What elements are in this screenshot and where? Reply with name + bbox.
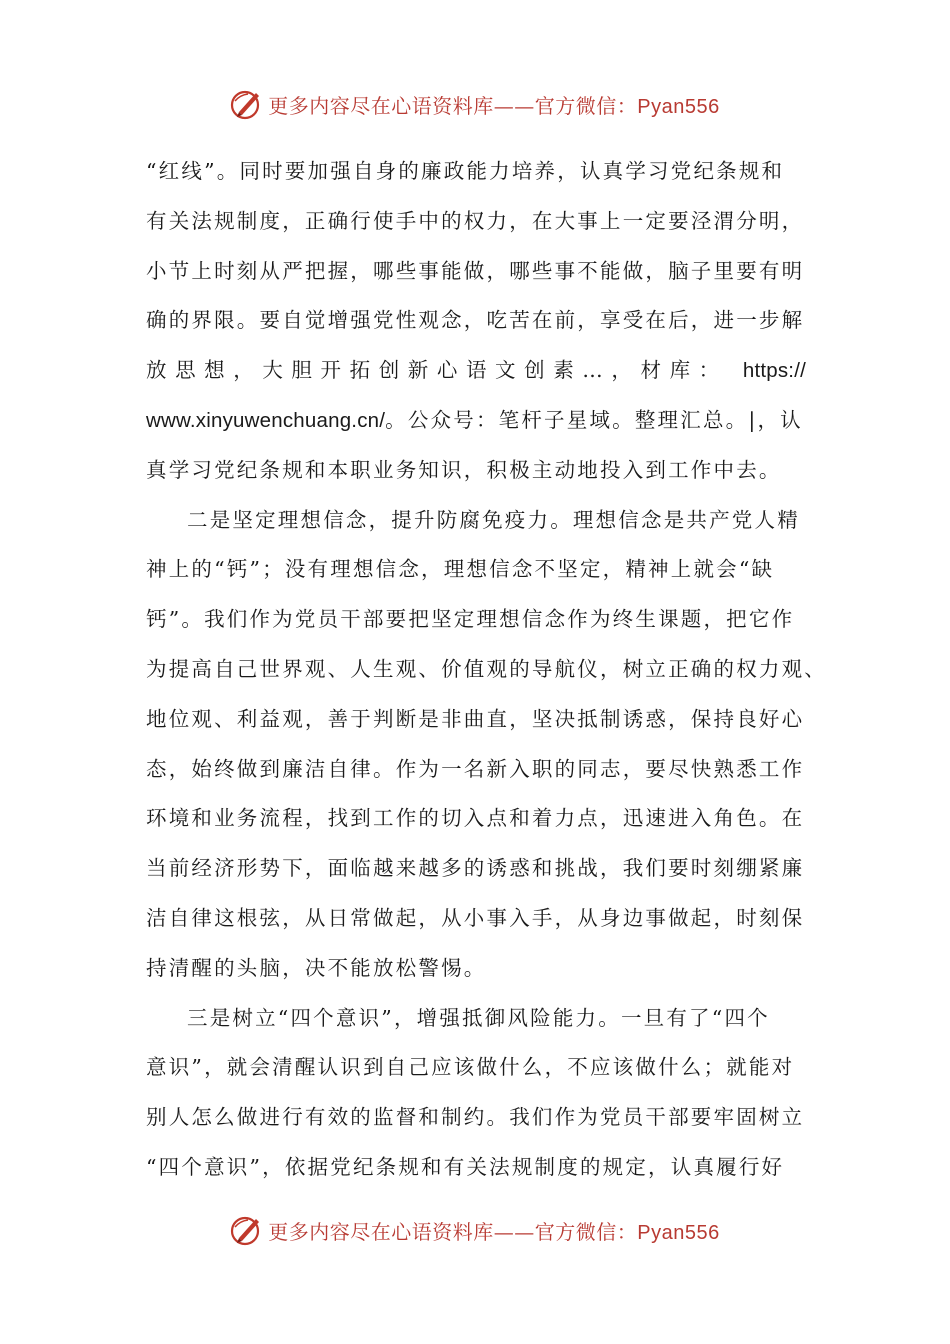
body-line-19: 意识”，就会清醒认识到自己应该做什么，不应该做什么；就能对 <box>146 1055 795 1080</box>
body-line-6-text: 。公众号：笔杆子星域。整理汇总。|，认 <box>385 407 803 432</box>
header-banner-main: 更多内容尽在心语资料库 <box>268 93 494 118</box>
body-line-1: “红线”。同时要加强自身的廉政能力培养，认真学习党纪条规和 <box>146 159 785 183</box>
footer-banner <box>0 1210 950 1250</box>
body-line-16: 洁自律这根弦，从日常做起，从小事入手，从身边事做起，时刻保 <box>146 905 805 930</box>
body-line-21: “四个意识”，依据党纪条规和有关法规制度的规定，认真履行好 <box>146 1154 785 1179</box>
body-line-8: 二是坚定理想信念，提升防腐免疫力。理想信念是共产党人精 <box>187 507 800 532</box>
pen-logo-icon <box>230 1213 264 1247</box>
body-line-14: 环境和业务流程，找到工作的切入点和着力点，迅速进入角色。在 <box>146 806 805 831</box>
body-line-10: 钙”。我们作为党员干部要把坚定理想信念作为终生课题，把它作 <box>146 607 795 632</box>
body-line-4: 确的界限。要自觉增强党性观念，吃苦在前，享受在后，进一步解 <box>146 308 805 333</box>
header-banner-wx-id: Pyan556 <box>637 95 720 118</box>
body-line-3: 小节上时刻从严把握，哪些事能做，哪些事不能做，脑子里要有明 <box>146 258 805 283</box>
footer-banner-text <box>268 1216 719 1245</box>
footer-banner-wx-id: Pyan556 <box>637 1221 720 1244</box>
body-line-2: 有关法规制度，正确行使手中的权力，在大事上一定要泾渭分明， <box>146 208 805 233</box>
body-line-20: 别人怎么做进行有效的监督和制约。我们作为党员干部要牢固树立 <box>146 1105 805 1130</box>
body-line-6-url: www.xinyuwenchuang.cn/ <box>146 408 386 432</box>
header-banner <box>0 84 950 124</box>
body-line-5 <box>146 346 806 396</box>
header-banner-wx-label: 官方微信： <box>534 93 638 118</box>
body-line-5-url: https:// <box>742 359 806 383</box>
body-line-18: 三是树立“四个意识”，增强抵御风险能力。一旦有了“四个 <box>187 1005 770 1030</box>
footer-banner-wx-label: 官方微信： <box>534 1219 638 1244</box>
header-banner-dash: —— <box>493 93 535 118</box>
footer-banner-dash: —— <box>493 1219 535 1244</box>
body-line-13: 态，始终做到廉洁自律。作为一名新入职的同志，要尽快熟悉工作 <box>146 756 805 781</box>
body-line-12: 地位观、利益观，善于判断是非曲直，坚决抵制诱惑，保持良好心 <box>146 706 805 731</box>
body-line-5-text: 放思想，大胆开拓创新心语文创素…，材库： <box>146 358 728 383</box>
body-line-7: 真学习党纪条规和本职业务知识，积极主动地投入到工作中去。 <box>146 457 782 482</box>
pen-logo-icon <box>230 87 264 121</box>
body-line-15: 当前经济形势下，面临越来越多的诱惑和挑战，我们要时刻绷紧廉 <box>146 856 805 881</box>
body-line-9: 神上的“钙”；没有理想信念，理想信念不坚定，精神上就会“缺 <box>146 557 775 582</box>
body-line-17: 持清醒的头脑，决不能放松警惕。 <box>146 955 487 980</box>
document-body <box>146 147 827 1193</box>
body-line-11: 为提高自己世界观、人生观、价值观的导航仪，树立正确的权力观、 <box>146 656 827 681</box>
body-line-6 <box>146 396 806 446</box>
header-banner-text <box>268 90 719 119</box>
footer-banner-main: 更多内容尽在心语资料库 <box>268 1219 494 1244</box>
